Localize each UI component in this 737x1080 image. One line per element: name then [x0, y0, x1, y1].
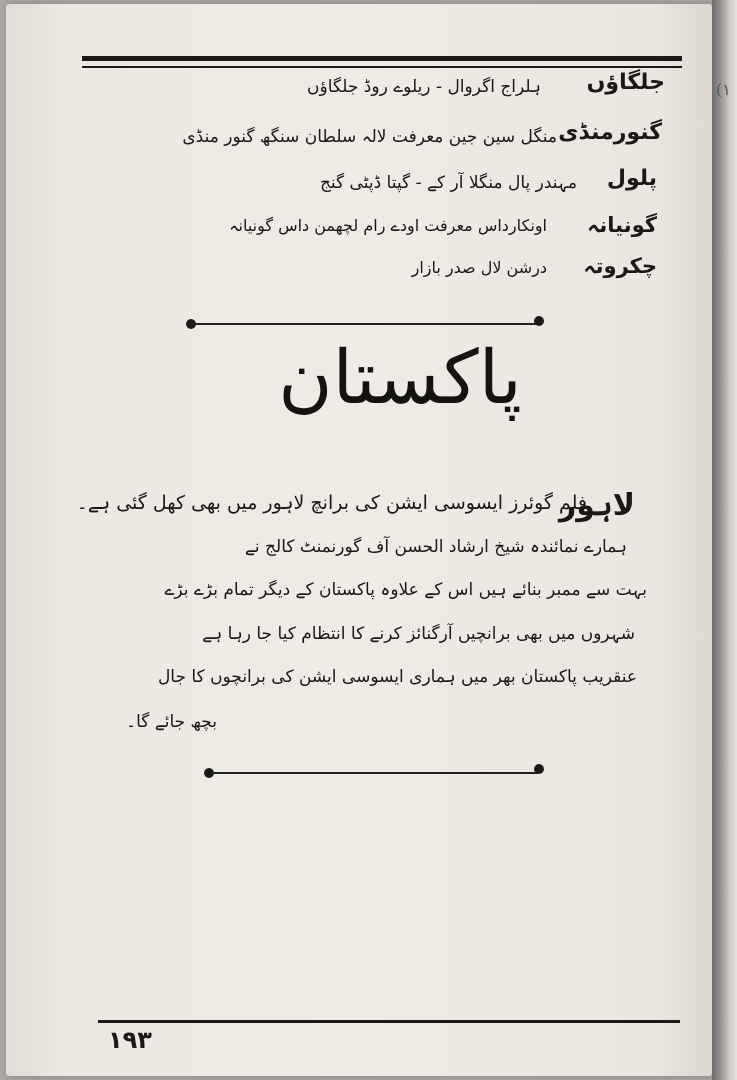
lahore-label: لاہور — [559, 488, 635, 523]
entry-text: درشن لال صدر بازار — [411, 258, 547, 277]
adjacent-page-edge — [712, 0, 737, 1080]
entry-place: گونیانہ — [587, 213, 657, 237]
paragraph-line: عنقریب پاکستان بھر میں ہماری ایسوسی ایشن کی برانچوں کا جال — [157, 667, 637, 687]
entry-place: پلول — [606, 166, 657, 191]
divider-line — [210, 772, 538, 774]
entry-text: مہندر پال منگلا آر کے - گپتا ڈپٹی گنج — [319, 173, 577, 193]
paragraph-line: بچھ جائے گا۔ — [126, 712, 217, 732]
divider-dot-right — [534, 764, 544, 774]
paragraph-line: شہروں میں بھی برانچیں آرگنائز کرنے کا انتظام کیا جا رہا ہے — [202, 624, 635, 644]
divider-dot-right — [534, 316, 544, 326]
entry-place: جلگاؤں — [586, 70, 665, 95]
bottom-rule — [98, 1020, 680, 1023]
top-rule-thick — [82, 56, 682, 61]
paragraph-line: ہمارے نمائندہ شیخ ارشاد الحسن آف گورنمنٹ کالج نے — [244, 537, 627, 557]
entry-text: اونکارداس معرفت اودے رام لچھمن داس گونیانہ — [229, 216, 547, 235]
section-title: پاکستان — [278, 335, 522, 421]
entry-place: چکروتہ — [583, 254, 657, 278]
entry-text: ہلراج اگروال - ریلوے روڈ جلگاؤں — [307, 77, 541, 97]
entry-place: گنورمنڈی — [558, 120, 662, 145]
entry-text: منگل سین جین معرفت لالہ سلطان سنگھ گنور منڈی — [182, 127, 557, 147]
page-number: ۱۹۳ — [108, 1026, 152, 1054]
paragraph-line: فلم گوئرز ایسوسی ایشن کی برانچ لاہور میں بھی کھل گئی ہے۔ — [76, 492, 587, 514]
divider-line — [192, 323, 538, 325]
paragraph-line: بہت سے ممبر بنائے ہیں اس کے علاوہ پاکستان کے دیگر تمام بڑے بڑے — [164, 580, 647, 600]
top-rule-thin — [82, 66, 682, 68]
margin-mark: (۱ — [716, 80, 731, 99]
